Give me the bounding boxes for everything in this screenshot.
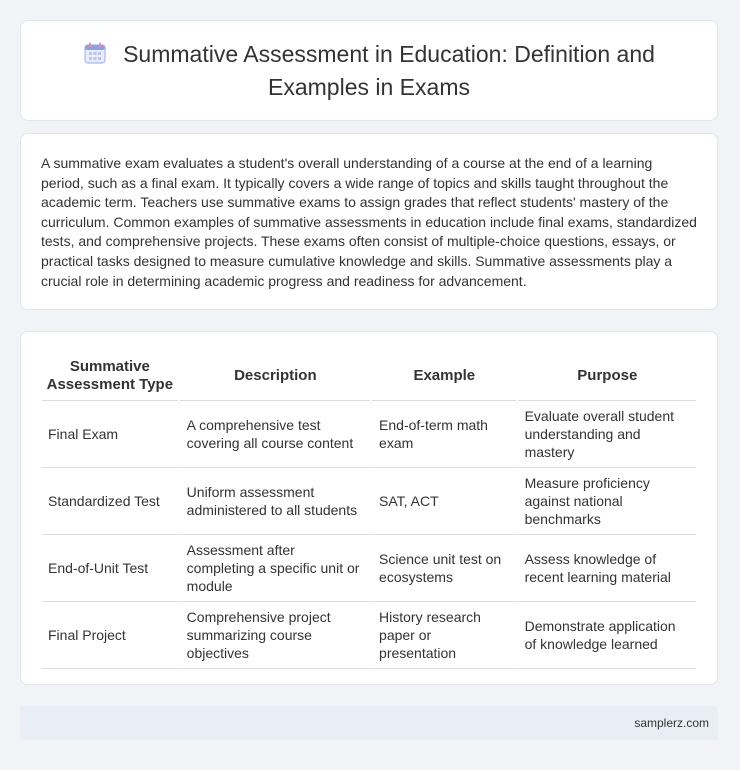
- cell-type: Standardized Test: [42, 468, 178, 535]
- intro-card: [20, 133, 718, 310]
- cell-purpose: Evaluate overall student understanding and mastery: [516, 401, 696, 468]
- cell-description: Comprehensive project summarizing course objectives: [178, 602, 370, 669]
- footer-site-link[interactable]: samplerz.com: [634, 716, 709, 730]
- cell-type: Final Project: [42, 602, 178, 669]
- table-row: [42, 401, 696, 468]
- intro-paragraph: A summative exam evaluates a student's overall understanding of a course at the end of a learning period, such as a final exam. It typically covers a wide range of topics and skills taught throughout the academic term. Teachers use summative exams to assign grades that reflect students' mastery of the curriculum. Common examples of summative assessments in education include final exams, standardized tests, and comprehensive projects. These exams often consist of multiple-choice questions, essays, or practical tasks designed to measure cumulative knowledge and skills. Summative assessments play a crucial role in determining academic progress and readiness for advancement.: [41, 155, 697, 289]
- table-card: [20, 331, 718, 685]
- column-header-example: Example: [370, 352, 516, 401]
- cell-type: End-of-Unit Test: [42, 535, 178, 602]
- page-title: Summative Assessment in Education: Definition and Examples in Exams: [123, 41, 655, 100]
- cell-description: A comprehensive test covering all course content: [178, 401, 370, 468]
- cell-purpose: Demonstrate application of knowledge learned: [516, 602, 696, 669]
- cell-example: End-of-term math exam: [370, 401, 516, 468]
- cell-description: Uniform assessment administered to all students: [178, 468, 370, 535]
- cell-example: Science unit test on ecosystems: [370, 535, 516, 602]
- calendar-icon: [83, 41, 107, 72]
- footer-bar: [20, 706, 718, 740]
- column-header-description: Description: [178, 352, 370, 401]
- cell-example: SAT, ACT: [370, 468, 516, 535]
- cell-type: Final Exam: [42, 401, 178, 468]
- table-row: [42, 602, 696, 669]
- assessment-table: [42, 352, 696, 669]
- table-row: [42, 535, 696, 602]
- page-title-wrap: [59, 39, 679, 102]
- column-header-type: Summative Assessment Type: [42, 352, 178, 401]
- table-row: [42, 468, 696, 535]
- title-card: [20, 20, 718, 121]
- cell-purpose: Measure proficiency against national benchmarks: [516, 468, 696, 535]
- cell-purpose: Assess knowledge of recent learning material: [516, 535, 696, 602]
- cell-example: History research paper or presentation: [370, 602, 516, 669]
- table-header-row: [42, 352, 696, 401]
- cell-description: Assessment after completing a specific unit or module: [178, 535, 370, 602]
- column-header-purpose: Purpose: [516, 352, 696, 401]
